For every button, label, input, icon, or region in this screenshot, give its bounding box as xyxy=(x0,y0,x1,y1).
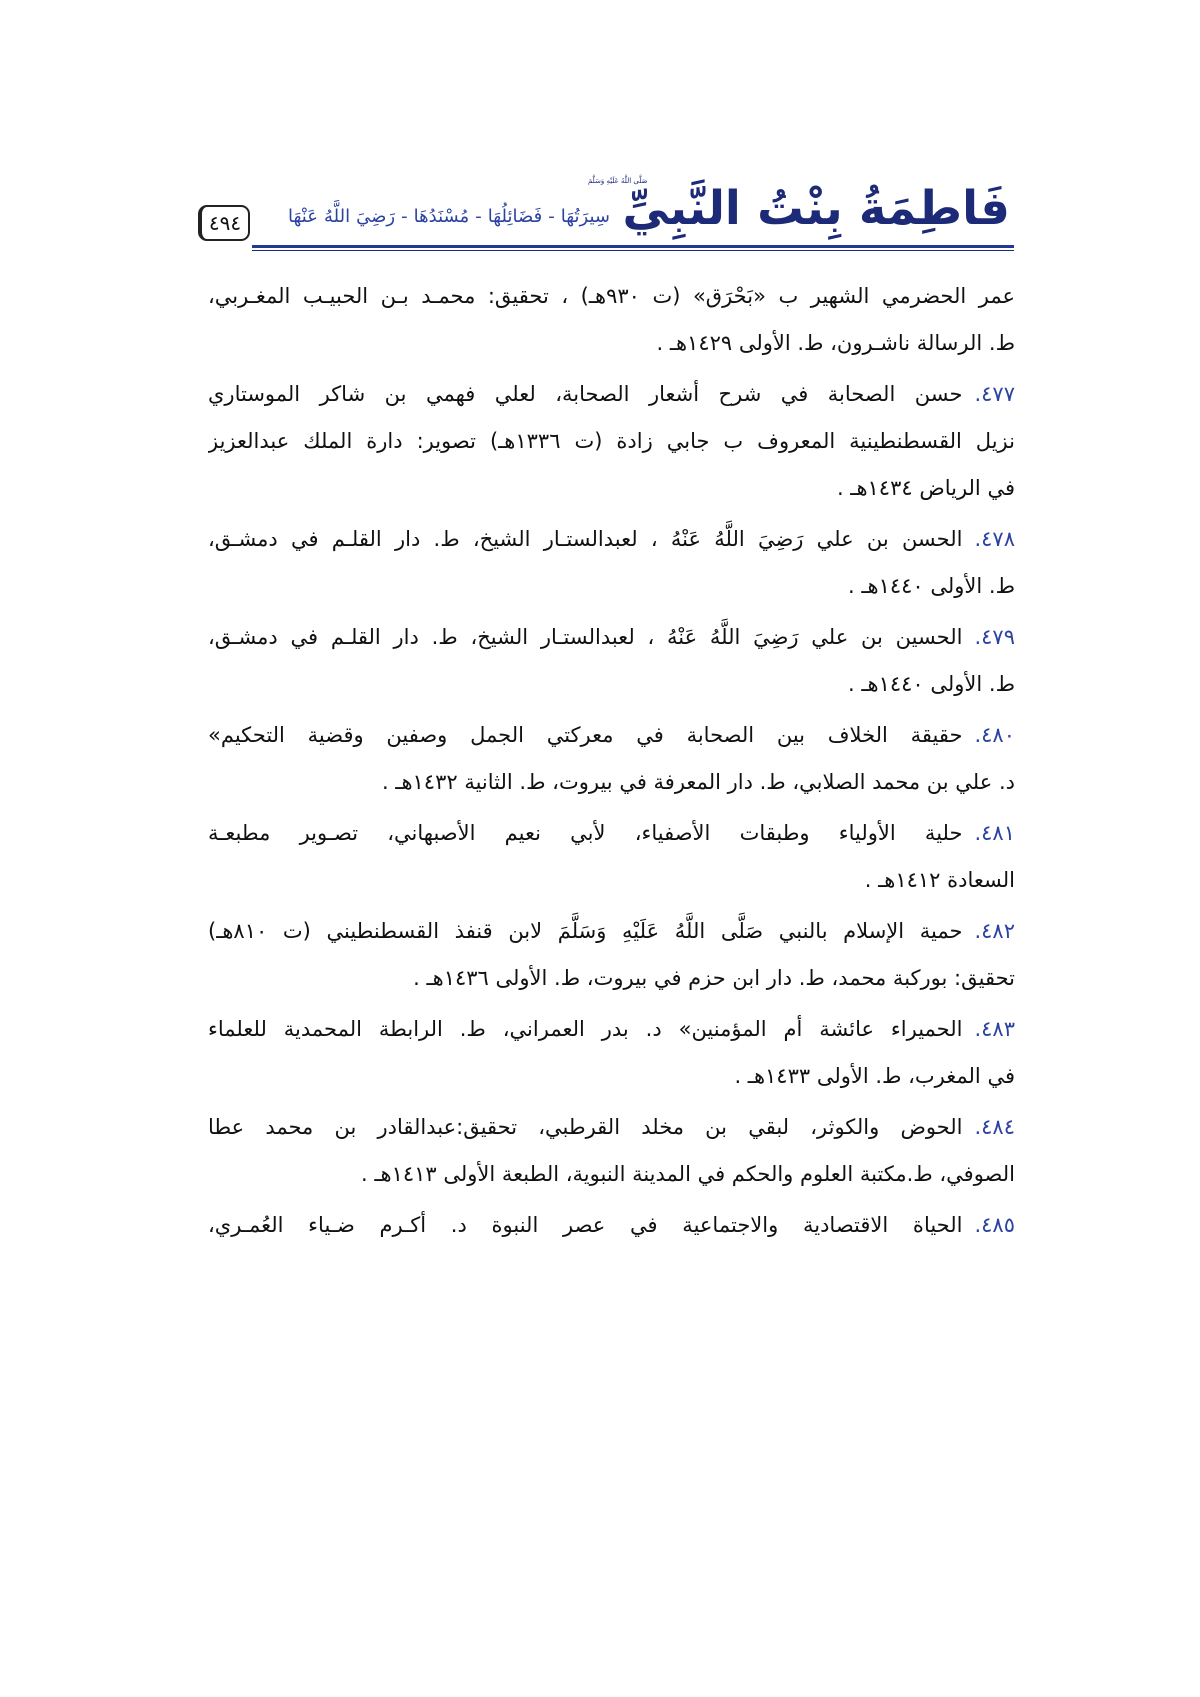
entry-text: حسن الصحابة في شرح أشعار الصحابة، لعلي فهمي بن شاكر الموستاري xyxy=(208,382,963,406)
entry-line xyxy=(208,614,1015,661)
entry-line xyxy=(208,516,1015,563)
entry-text: حقيقة الخلاف بين الصحابة في معركتي الجمل وصفين وقضية التحكيم» xyxy=(208,723,963,747)
bib-entry-continued xyxy=(208,273,1015,367)
entry-line xyxy=(208,465,1015,512)
entry-number: ٤٨٢. xyxy=(974,919,1015,943)
page-number: ٤٩٤ xyxy=(208,211,242,235)
entry-line xyxy=(208,810,1015,857)
entry-text: حلية الأولياء وطبقات الأصفياء، لأبي نعيم الأصبهاني، تصـوير مطبعـة xyxy=(208,821,963,845)
book-title-subtitle: سِيرَتُهَا - فَضَائِلُهَا - مُسْنَدُهَا - رَضِيَ اللَّهُ عَنْهَا xyxy=(288,206,610,227)
entry-number: ٤٨١. xyxy=(974,821,1015,845)
bib-entry-478 xyxy=(208,516,1015,610)
bib-entry-482 xyxy=(208,908,1015,1002)
entry-number: ٤٧٨. xyxy=(974,527,1015,551)
entry-line xyxy=(208,320,1015,367)
entry-text: د. علي بن محمد الصلابي، ط. دار المعرفة في بيروت، ط. الثانية ١٤٣٢هـ . xyxy=(381,770,1015,794)
entry-text: عمر الحضرمي الشهير ب «بَحْرَق» (ت ٩٣٠هـ) ، تحقيق: محمـد بـن الحبيـب المغـربي، xyxy=(208,284,1015,308)
entry-text: ط. الأولى ١٤٤٠هـ . xyxy=(847,574,1015,598)
bib-entry-479 xyxy=(208,614,1015,708)
entry-line xyxy=(208,1006,1015,1053)
page-number-box xyxy=(198,205,250,241)
entry-number: ٤٨٤. xyxy=(974,1115,1015,1139)
entry-line xyxy=(208,1202,1015,1249)
entry-text: ط. الرسالة ناشـرون، ط. الأولى ١٤٢٩هـ . xyxy=(656,331,1015,355)
entry-text: تحقيق: بوركبة محمد، ط. دار ابن حزم في بيروت، ط. الأولى ١٤٣٦هـ . xyxy=(413,966,1015,990)
entry-line xyxy=(208,273,1015,320)
entry-text: نزيل القسطنطينية المعروف ب جابي زادة (ت ١٣٣٦هـ) تصوير: دارة الملك عبدالعزيز xyxy=(208,429,1015,453)
bibliography-list xyxy=(208,273,1015,1253)
entry-text: حمية الإسلام بالنبي صَلَّى اللَّهُ عَلَيْهِ وَسَلَّمَ لابن قنفذ القسطنطيني (ت ٨١٠هـ) xyxy=(208,919,963,943)
header-rule-thin xyxy=(252,250,1014,251)
entry-line xyxy=(208,712,1015,759)
bib-entry-485 xyxy=(208,1202,1015,1249)
entry-line xyxy=(208,1053,1015,1100)
entry-number: ٤٧٩. xyxy=(974,625,1015,649)
entry-text: الحسن بن علي رَضِيَ اللَّهُ عَنْهُ ، لعبدالستـار الشيخ، ط. دار القلـم في دمشـق، xyxy=(208,527,963,551)
entry-text: في الرياض ١٤٣٤هـ . xyxy=(836,476,1015,500)
entry-line xyxy=(208,1151,1015,1198)
bib-entry-477 xyxy=(208,371,1015,512)
entry-text: الحياة الاقتصادية والاجتماعية في عصر النبوة د. أكـرم ضـياء العُمـري، xyxy=(208,1213,963,1237)
bib-entry-480 xyxy=(208,712,1015,806)
entry-line xyxy=(208,371,1015,418)
entry-line xyxy=(208,661,1015,708)
entry-text: الصوفي، ط.مكتبة العلوم والحكم في المدينة النبوية، الطبعة الأولى ١٤١٣هـ . xyxy=(361,1162,1015,1186)
entry-line xyxy=(208,563,1015,610)
entry-text: في المغرب، ط. الأولى ١٤٣٣هـ . xyxy=(734,1064,1015,1088)
entry-line xyxy=(208,857,1015,904)
title-honorific: صَلَّى اللَّهُ عَلَيْهِ وَسَلَّمَ xyxy=(588,177,648,185)
entry-line xyxy=(208,418,1015,465)
bib-entry-481 xyxy=(208,810,1015,904)
bib-entry-484 xyxy=(208,1104,1015,1198)
entry-text: السعادة ١٤١٢هـ . xyxy=(864,868,1015,892)
entry-text: الحميراء عائشة أم المؤمنين» د. بدر العمراني، ط. الرابطة المحمدية للعلماء xyxy=(208,1017,963,1041)
entry-text: ط. الأولى ١٤٤٠هـ . xyxy=(847,672,1015,696)
header-rule xyxy=(252,245,1014,248)
entry-line xyxy=(208,908,1015,955)
entry-number: ٤٨٠. xyxy=(974,723,1015,747)
entry-line xyxy=(208,955,1015,1002)
entry-text: الحوض والكوثر، لبقي بن مخلد القرطبي، تحقيق:عبدالقادر بن محمد عطا xyxy=(208,1115,963,1139)
entry-text: الحسين بن علي رَضِيَ اللَّهُ عَنْهُ ، لعبدالستـار الشيخ، ط. دار القلـم في دمشـق، xyxy=(208,625,963,649)
entry-number: ٤٨٣. xyxy=(974,1017,1015,1041)
entry-line xyxy=(208,759,1015,806)
book-title-main: فَاطِمَةُ بِنْتُ النَّبِيِّ xyxy=(622,181,1010,235)
bib-entry-483 xyxy=(208,1006,1015,1100)
entry-number: ٤٧٧. xyxy=(974,382,1015,406)
entry-line xyxy=(208,1104,1015,1151)
entry-number: ٤٨٥. xyxy=(974,1213,1015,1237)
